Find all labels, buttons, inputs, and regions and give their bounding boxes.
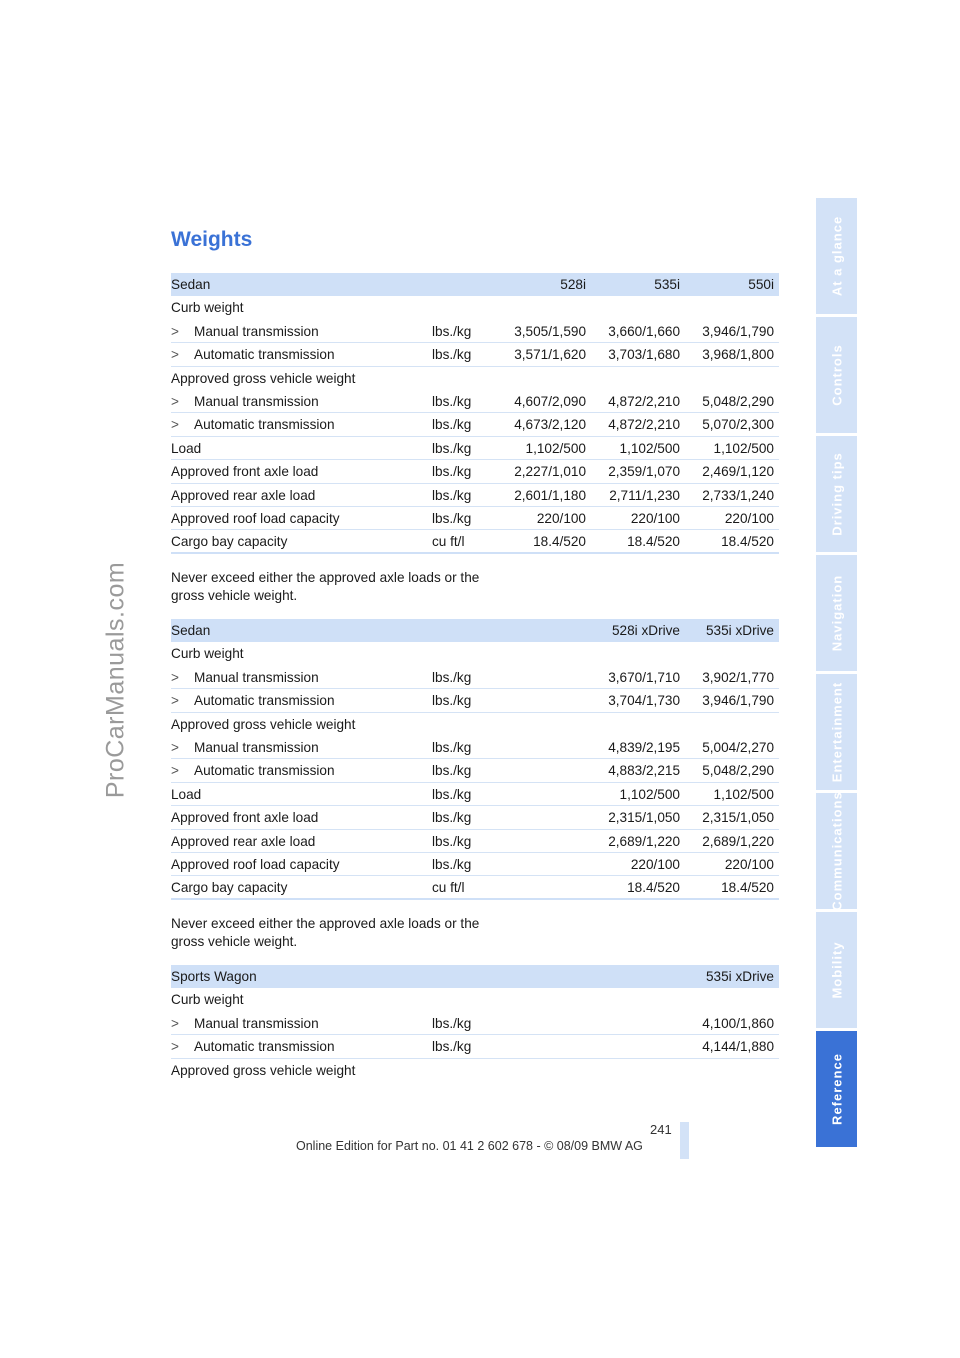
- row-label: Automatic transmission: [194, 417, 335, 433]
- row-unit: lbs./kg: [432, 347, 472, 363]
- row-value: 3,660/1,660: [608, 323, 680, 339]
- chapter-tab-at-a-glance[interactable]: [816, 198, 857, 317]
- row-label: Cargo bay capacity: [171, 880, 288, 896]
- chapter-tab-label: Reference: [829, 1053, 844, 1125]
- row-value: 4,673/2,120: [514, 417, 586, 433]
- row-value: 2,733/1,240: [702, 487, 774, 503]
- row-value: 18.4/520: [721, 534, 774, 550]
- table-header-model: Sedan: [171, 623, 211, 638]
- row-label: Approved front axle load: [171, 810, 319, 826]
- row-value: 4,100/1,860: [702, 1015, 774, 1031]
- row-unit: lbs./kg: [432, 669, 472, 685]
- section-label: Curb weight: [171, 992, 244, 1008]
- table-header: [171, 273, 779, 296]
- row-value: 3,704/1,730: [608, 693, 680, 709]
- page-number: 241: [650, 1122, 672, 1137]
- bullet-marker: >: [171, 739, 179, 755]
- table-row: [171, 437, 779, 460]
- chapter-tabs: [816, 198, 857, 1150]
- bullet-marker: >: [171, 763, 179, 779]
- section-label: Approved gross vehicle weight: [171, 1062, 356, 1078]
- row-value: 3,505/1,590: [514, 323, 586, 339]
- chapter-tab-label: Navigation: [829, 574, 844, 652]
- footer-text: Online Edition for Part no. 01 41 2 602 678 - © 08/09 BMW AG: [296, 1139, 643, 1153]
- chapter-tab-entertainment[interactable]: [816, 674, 857, 793]
- row-value: 2,227/1,010: [514, 464, 586, 480]
- table-row: [171, 296, 779, 319]
- row-unit: lbs./kg: [432, 393, 472, 409]
- row-unit: lbs./kg: [432, 810, 472, 826]
- row-label: Automatic transmission: [194, 1039, 335, 1055]
- row-label: Load: [171, 786, 202, 802]
- row-value: 3,703/1,680: [608, 347, 680, 363]
- row-unit: lbs./kg: [432, 417, 472, 433]
- row-value: 220/100: [630, 510, 680, 526]
- row-unit: lbs./kg: [432, 1015, 472, 1031]
- row-unit: cu ft/l: [432, 880, 465, 896]
- table-row: [171, 390, 779, 413]
- table-header-model: Sports Wagon: [171, 969, 257, 984]
- row-value: 18.4/520: [721, 880, 774, 896]
- table-header: [171, 619, 779, 642]
- table-row: [171, 1012, 779, 1035]
- section-label: Approved gross vehicle weight: [171, 370, 356, 386]
- row-label: Approved roof load capacity: [171, 856, 340, 872]
- row-label: Cargo bay capacity: [171, 534, 288, 550]
- row-value: 4,839/2,195: [608, 739, 680, 755]
- table-row: [171, 713, 779, 736]
- row-value: 3,946/1,790: [702, 323, 774, 339]
- chapter-tab-label: Mobility: [829, 941, 844, 999]
- bullet-marker: >: [171, 323, 179, 339]
- row-value: 18.4/520: [627, 880, 680, 896]
- table-header-variant: 535i xDrive: [706, 623, 774, 638]
- table-row: [171, 876, 779, 899]
- row-value: 3,670/1,710: [608, 669, 680, 685]
- row-unit: lbs./kg: [432, 739, 472, 755]
- row-value: 3,968/1,800: [702, 347, 774, 363]
- row-unit: lbs./kg: [432, 856, 472, 872]
- row-value: 18.4/520: [627, 534, 680, 550]
- row-unit: lbs./kg: [432, 440, 472, 456]
- row-value: 3,902/1,770: [702, 669, 774, 685]
- row-unit: lbs./kg: [432, 693, 472, 709]
- row-value: 1,102/500: [619, 786, 680, 802]
- table-row: [171, 666, 779, 689]
- axle-load-note: Never exceed either the approved axle loads or the gross vehicle weight.: [171, 570, 480, 603]
- row-label: Manual transmission: [194, 1015, 319, 1031]
- table-row: [171, 320, 779, 343]
- chapter-tab-label: Communications: [829, 791, 844, 911]
- table-row: [171, 759, 779, 782]
- row-value: 1,102/500: [713, 786, 774, 802]
- row-value: 2,689/1,220: [608, 833, 680, 849]
- row-value: 220/100: [724, 856, 774, 872]
- row-value: 3,946/1,790: [702, 693, 774, 709]
- bullet-marker: >: [171, 693, 179, 709]
- table-header-variant: 550i: [748, 277, 774, 292]
- row-label: Automatic transmission: [194, 693, 335, 709]
- bullet-marker: >: [171, 1039, 179, 1055]
- chapter-tab-driving-tips[interactable]: [816, 436, 857, 555]
- row-value: 5,070/2,300: [702, 417, 774, 433]
- section-label: Curb weight: [171, 300, 244, 316]
- table-row: [171, 460, 779, 483]
- row-unit: lbs./kg: [432, 464, 472, 480]
- table-header-variant: 528i xDrive: [612, 623, 680, 638]
- chapter-tab-label: At a glance: [829, 215, 844, 297]
- bullet-marker: >: [171, 417, 179, 433]
- row-value: 4,144/1,880: [702, 1039, 774, 1055]
- table-row: [171, 1059, 779, 1082]
- row-value: 2,689/1,220: [702, 833, 774, 849]
- row-value: 220/100: [630, 856, 680, 872]
- table-header: [171, 965, 779, 988]
- row-value: 1,102/500: [525, 440, 586, 456]
- row-label: Approved front axle load: [171, 464, 319, 480]
- chapter-tab-mobility[interactable]: [816, 912, 857, 1031]
- table-row: [171, 689, 779, 712]
- table-row: [171, 1035, 779, 1058]
- row-value: 4,872/2,210: [608, 417, 680, 433]
- row-value: 220/100: [724, 510, 774, 526]
- chapter-tab-controls[interactable]: [816, 317, 857, 436]
- section-label: Approved gross vehicle weight: [171, 716, 356, 732]
- row-value: 2,711/1,230: [609, 487, 680, 503]
- row-unit: lbs./kg: [432, 510, 472, 526]
- row-label: Load: [171, 440, 202, 456]
- chapter-tab-reference[interactable]: [816, 1031, 857, 1150]
- row-value: 2,469/1,120: [702, 464, 774, 480]
- row-unit: lbs./kg: [432, 763, 472, 779]
- row-label: Automatic transmission: [194, 763, 335, 779]
- section-label: Curb weight: [171, 646, 244, 662]
- row-unit: lbs./kg: [432, 786, 472, 802]
- table-row: [171, 830, 779, 853]
- table-row: [171, 484, 779, 507]
- row-value: 2,359/1,070: [608, 464, 680, 480]
- chapter-tab-label: Driving tips: [829, 452, 844, 536]
- row-unit: lbs./kg: [432, 323, 472, 339]
- row-value: 1,102/500: [619, 440, 680, 456]
- bullet-marker: >: [171, 669, 179, 685]
- row-value: 1,102/500: [713, 440, 774, 456]
- row-unit: lbs./kg: [432, 487, 472, 503]
- row-value: 5,048/2,290: [702, 763, 774, 779]
- table-row: [171, 853, 779, 876]
- row-value: 2,601/1,180: [514, 487, 586, 503]
- table-row: [171, 507, 779, 530]
- chapter-tab-label: Entertainment: [829, 681, 844, 783]
- row-value: 2,315/1,050: [608, 810, 680, 826]
- table-row: [171, 806, 779, 829]
- chapter-tab-communications[interactable]: [816, 793, 857, 912]
- row-unit: lbs./kg: [432, 833, 472, 849]
- table-row: [171, 367, 779, 390]
- row-label: Approved rear axle load: [171, 487, 316, 503]
- row-label: Approved rear axle load: [171, 833, 316, 849]
- row-value: 3,571/1,620: [514, 347, 586, 363]
- row-value: 4,883/2,215: [608, 763, 680, 779]
- row-unit: cu ft/l: [432, 534, 465, 550]
- weights-table-sedan: [171, 273, 779, 554]
- bullet-marker: >: [171, 393, 179, 409]
- table-row: [171, 343, 779, 366]
- row-value: 18.4/520: [533, 534, 586, 550]
- row-label: Automatic transmission: [194, 347, 335, 363]
- row-value: 220/100: [536, 510, 586, 526]
- row-label: Manual transmission: [194, 393, 319, 409]
- table-row: [171, 783, 779, 806]
- table-row: [171, 736, 779, 759]
- weights-table-sports-wagon: [171, 965, 779, 1082]
- row-label: Manual transmission: [194, 669, 319, 685]
- table-row: [171, 988, 779, 1011]
- row-value: 5,004/2,270: [702, 739, 774, 755]
- row-value: 2,315/1,050: [702, 810, 774, 826]
- bullet-marker: >: [171, 347, 179, 363]
- watermark: ProCarManuals.com: [101, 561, 130, 799]
- row-value: 5,048/2,290: [702, 393, 774, 409]
- row-label: Manual transmission: [194, 323, 319, 339]
- row-label: Manual transmission: [194, 739, 319, 755]
- bullet-marker: >: [171, 1015, 179, 1031]
- footer-bar: [680, 1122, 689, 1159]
- table-row: [171, 413, 779, 436]
- weights-table-sedan-xdrive: [171, 619, 779, 900]
- table-header-variant: 528i: [560, 277, 586, 292]
- table-header-variant: 535i: [654, 277, 680, 292]
- row-value: 4,607/2,090: [514, 393, 586, 409]
- table-row: [171, 642, 779, 665]
- page-title: Weights: [171, 228, 253, 251]
- row-label: Approved roof load capacity: [171, 510, 340, 526]
- chapter-tab-label: Controls: [829, 344, 844, 406]
- table-row: [171, 530, 779, 553]
- table-header-model: Sedan: [171, 277, 211, 292]
- row-value: 4,872/2,210: [608, 393, 680, 409]
- chapter-tab-navigation[interactable]: [816, 555, 857, 674]
- axle-load-note: Never exceed either the approved axle loads or the gross vehicle weight.: [171, 916, 480, 949]
- table-header-variant: 535i xDrive: [706, 969, 774, 984]
- row-unit: lbs./kg: [432, 1039, 472, 1055]
